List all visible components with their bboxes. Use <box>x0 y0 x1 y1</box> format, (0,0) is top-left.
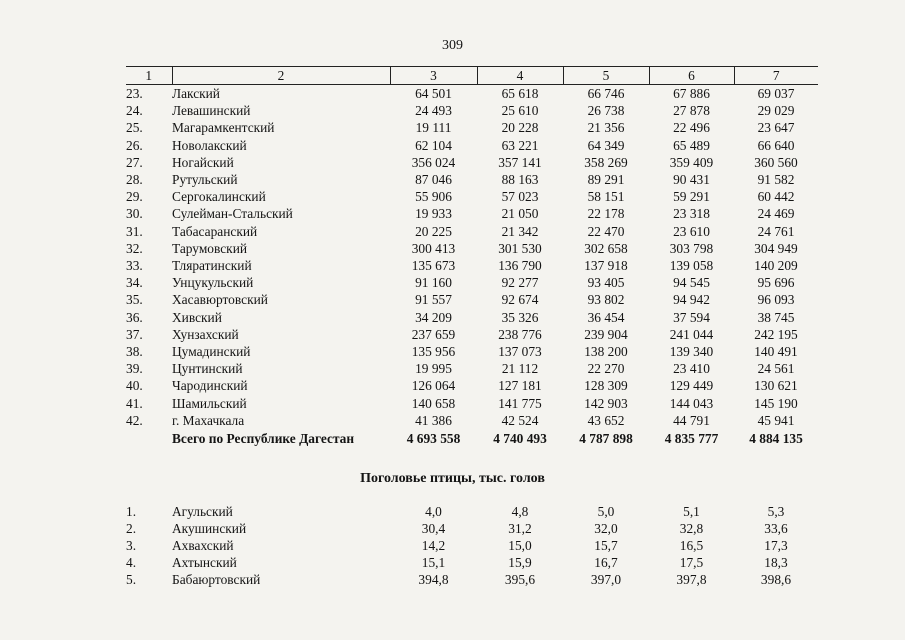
value-cell: 129 449 <box>669 378 714 394</box>
district-name: Ногайский <box>172 154 234 170</box>
value-cell: 59 291 <box>673 189 710 205</box>
table-row <box>126 188 818 205</box>
value-cell: 62 104 <box>415 137 452 153</box>
value-cell: 356 024 <box>411 154 456 170</box>
value-cell: 22 270 <box>587 361 625 377</box>
value-cell: 21 050 <box>501 206 539 222</box>
district-name: Табасаранский <box>172 223 258 239</box>
value-cell: 21 342 <box>501 223 539 239</box>
value-cell: 17,5 <box>679 555 704 570</box>
table-row <box>126 343 818 360</box>
district-name: Хивский <box>172 309 222 325</box>
district-name: Тляратинский <box>172 258 252 274</box>
table-row <box>126 240 818 257</box>
value-cell: 23 318 <box>673 206 710 222</box>
value-cell: 88 163 <box>501 172 539 188</box>
table-row <box>126 309 818 326</box>
value-cell: 130 621 <box>754 378 798 394</box>
table-row <box>126 223 818 240</box>
district-name: Шамильский <box>172 395 247 411</box>
row-number: 31. <box>126 223 143 239</box>
value-cell: 92 277 <box>501 275 539 291</box>
value-cell: 16,7 <box>594 555 618 570</box>
value-cell: 23 647 <box>757 120 795 136</box>
district-name: Всего по Республике Дагестан <box>172 431 355 447</box>
district-name: Новолакский <box>172 137 247 153</box>
value-cell: 18,3 <box>764 555 788 570</box>
row-number: 28. <box>126 172 143 188</box>
row-number: 38. <box>126 344 143 360</box>
district-name: Ахвахский <box>172 538 234 553</box>
table-row <box>126 554 818 571</box>
district-name: г. Махачкала <box>172 412 245 428</box>
value-cell: 15,7 <box>594 538 618 553</box>
value-cell: 35 326 <box>501 309 539 325</box>
district-name: Тарумовский <box>172 240 248 256</box>
value-cell: 135 673 <box>411 258 456 274</box>
value-cell: 24 493 <box>415 103 452 119</box>
value-cell: 58 151 <box>587 189 625 205</box>
value-cell: 140 658 <box>411 395 456 411</box>
row-number: 25. <box>126 120 143 136</box>
value-cell: 20 225 <box>415 223 452 239</box>
value-cell: 357 141 <box>498 154 542 170</box>
value-cell: 360 560 <box>754 154 798 170</box>
table-row <box>126 571 818 588</box>
value-cell: 89 291 <box>587 172 625 188</box>
value-cell: 29 029 <box>757 103 795 119</box>
value-cell: 300 413 <box>411 240 456 256</box>
district-name: Лакский <box>172 86 220 101</box>
table-row <box>126 520 818 537</box>
row-number: 24. <box>126 103 143 119</box>
value-cell: 4 884 135 <box>749 431 803 447</box>
district-name: Хунзахский <box>172 326 239 342</box>
value-cell: 5,3 <box>767 504 785 519</box>
row-number: 34. <box>126 275 143 291</box>
value-cell: 21 112 <box>501 361 539 377</box>
value-cell: 19 111 <box>415 120 452 136</box>
row-number: 23. <box>126 86 143 101</box>
value-cell: 41 386 <box>415 412 452 428</box>
value-cell: 128 309 <box>584 378 628 394</box>
table-row <box>126 377 818 394</box>
district-name: Агульский <box>172 504 233 519</box>
value-cell: 138 200 <box>584 344 628 360</box>
row-number <box>126 429 172 449</box>
value-cell: 144 043 <box>669 395 714 411</box>
row-number: 42. <box>126 412 143 428</box>
value-cell: 137 918 <box>584 258 628 274</box>
table-row <box>126 257 818 274</box>
value-cell: 145 190 <box>754 395 798 411</box>
value-cell: 37 594 <box>673 309 710 325</box>
value-cell: 16,5 <box>679 538 704 553</box>
value-cell: 64 501 <box>415 86 452 101</box>
value-cell: 33,6 <box>764 521 788 536</box>
value-cell: 30,4 <box>421 521 446 536</box>
value-cell: 63 221 <box>501 137 539 153</box>
value-cell: 140 209 <box>754 258 798 274</box>
value-cell: 139 058 <box>669 258 714 274</box>
value-cell: 304 949 <box>754 240 798 256</box>
value-cell: 135 956 <box>411 344 456 360</box>
value-cell: 15,9 <box>508 555 532 570</box>
value-cell: 65 618 <box>501 86 539 101</box>
table-row <box>126 537 818 554</box>
header-col-7: 7 <box>734 67 818 85</box>
value-cell: 397,0 <box>590 572 622 587</box>
value-cell: 22 470 <box>587 223 625 239</box>
row-number: 39. <box>126 361 143 377</box>
poultry-section-title: Поголовье птицы, тыс. голов <box>360 471 545 486</box>
value-cell: 36 454 <box>587 309 625 325</box>
row-number: 3. <box>126 538 137 553</box>
livestock-table <box>126 66 818 449</box>
value-cell: 4 740 493 <box>493 431 547 447</box>
row-number: 37. <box>126 326 143 342</box>
value-cell: 44 791 <box>673 412 710 428</box>
value-cell: 60 442 <box>757 189 795 205</box>
table-row <box>126 503 818 520</box>
row-number: 5. <box>126 572 137 587</box>
table-row <box>126 137 818 154</box>
row-number: 40. <box>126 378 143 394</box>
header-col-4: 4 <box>477 67 563 85</box>
district-name: Цунтинский <box>172 361 243 377</box>
value-cell: 69 037 <box>757 86 795 101</box>
value-cell: 55 906 <box>415 189 452 205</box>
value-cell: 141 775 <box>498 395 542 411</box>
district-name: Цумадинский <box>172 344 251 360</box>
district-name: Хасавюртовский <box>172 292 268 308</box>
value-cell: 5,1 <box>683 504 700 519</box>
value-cell: 15,0 <box>508 538 532 553</box>
value-cell: 19 995 <box>415 361 452 377</box>
table-row <box>126 395 818 412</box>
row-number: 29. <box>126 189 143 205</box>
value-cell: 94 942 <box>673 292 710 308</box>
value-cell: 87 046 <box>415 172 452 188</box>
district-name: Чародинский <box>172 378 248 394</box>
value-cell: 91 160 <box>415 275 452 291</box>
value-cell: 32,0 <box>594 521 618 536</box>
value-cell: 303 798 <box>669 240 714 256</box>
district-name: Магарамкентский <box>172 120 275 136</box>
table-row <box>126 154 818 171</box>
table-row <box>126 171 818 188</box>
value-cell: 241 044 <box>669 326 714 342</box>
value-cell: 45 941 <box>757 412 795 428</box>
value-cell: 14,2 <box>421 538 446 553</box>
header-col-6: 6 <box>649 67 734 85</box>
value-cell: 394,8 <box>418 572 449 587</box>
district-name: Ахтынский <box>172 555 237 570</box>
value-cell: 94 545 <box>673 275 710 291</box>
value-cell: 93 405 <box>587 275 625 291</box>
value-cell: 126 064 <box>411 378 456 394</box>
value-cell: 4,8 <box>511 504 529 519</box>
value-cell: 242 195 <box>754 326 798 342</box>
value-cell: 96 093 <box>757 292 795 308</box>
value-cell: 19 933 <box>415 206 452 222</box>
value-cell: 25 610 <box>501 103 539 119</box>
value-cell: 38 745 <box>757 309 795 325</box>
value-cell: 65 489 <box>673 137 710 153</box>
value-cell: 22 178 <box>587 206 625 222</box>
row-number: 35. <box>126 292 143 308</box>
value-cell: 398,6 <box>760 572 792 587</box>
header-col-5: 5 <box>563 67 649 85</box>
district-name: Сергокалинский <box>172 189 266 205</box>
value-cell: 21 356 <box>587 120 625 136</box>
value-cell: 136 790 <box>498 258 542 274</box>
value-cell: 395,6 <box>504 572 536 587</box>
table-row <box>126 291 818 308</box>
row-number: 30. <box>126 206 143 222</box>
value-cell: 91 557 <box>415 292 452 308</box>
value-cell: 20 228 <box>501 120 539 136</box>
row-number: 33. <box>126 258 143 274</box>
row-number: 26. <box>126 137 143 153</box>
value-cell: 66 746 <box>587 86 625 101</box>
value-cell: 142 903 <box>584 395 628 411</box>
value-cell: 5,0 <box>597 504 615 519</box>
value-cell: 91 582 <box>757 172 795 188</box>
row-number: 32. <box>126 240 143 256</box>
value-cell: 66 640 <box>757 137 795 153</box>
header-col-3: 3 <box>390 67 477 85</box>
table-row <box>126 274 818 291</box>
value-cell: 238 776 <box>498 326 542 342</box>
table-row <box>126 85 818 103</box>
poultry-table <box>126 503 818 588</box>
value-cell: 23 610 <box>673 223 710 239</box>
value-cell: 359 409 <box>669 154 714 170</box>
header-row <box>126 67 818 85</box>
value-cell: 24 469 <box>757 206 795 222</box>
value-cell: 43 652 <box>587 412 625 428</box>
header-col-1: 1 <box>126 67 172 85</box>
value-cell: 90 431 <box>673 172 710 188</box>
value-cell: 301 530 <box>498 240 542 256</box>
row-number: 41. <box>126 395 143 411</box>
value-cell: 15,1 <box>421 555 446 570</box>
value-cell: 26 738 <box>587 103 625 119</box>
value-cell: 34 209 <box>415 309 452 325</box>
row-number: 27. <box>126 154 143 170</box>
table-row <box>126 326 818 343</box>
value-cell: 32,8 <box>679 521 704 536</box>
value-cell: 4,0 <box>425 504 442 519</box>
district-name: Сулейман-Стальский <box>172 206 293 222</box>
table-row <box>126 360 818 377</box>
table-row <box>126 102 818 119</box>
value-cell: 67 886 <box>673 86 710 101</box>
value-cell: 92 674 <box>501 292 539 308</box>
value-cell: 24 561 <box>757 361 795 377</box>
value-cell: 4 835 777 <box>664 431 719 447</box>
value-cell: 127 181 <box>498 378 542 394</box>
value-cell: 239 904 <box>584 326 628 342</box>
value-cell: 31,2 <box>508 521 532 536</box>
value-cell: 237 659 <box>411 326 456 342</box>
value-cell: 23 410 <box>673 361 710 377</box>
value-cell: 140 491 <box>754 344 798 360</box>
page-number: 309 <box>442 38 463 53</box>
value-cell: 95 696 <box>757 275 795 291</box>
value-cell: 64 349 <box>587 137 625 153</box>
header-col-2: 2 <box>172 67 390 85</box>
value-cell: 139 340 <box>669 344 714 360</box>
total-row <box>126 429 818 449</box>
table-row <box>126 119 818 136</box>
value-cell: 27 878 <box>673 103 710 119</box>
value-cell: 358 269 <box>584 154 628 170</box>
value-cell: 22 496 <box>673 120 710 136</box>
value-cell: 4 787 898 <box>579 431 633 447</box>
value-cell: 24 761 <box>757 223 795 239</box>
row-number: 1. <box>126 504 137 519</box>
table-row <box>126 412 818 429</box>
value-cell: 4 693 558 <box>406 431 461 447</box>
row-number: 4. <box>126 555 137 570</box>
district-name: Акушинский <box>172 521 247 536</box>
district-name: Левашинский <box>172 103 251 119</box>
district-name: Рутульский <box>172 172 238 188</box>
value-cell: 302 658 <box>584 240 628 256</box>
table-row <box>126 205 818 222</box>
value-cell: 137 073 <box>498 344 542 360</box>
district-name: Бабаюртовский <box>172 572 261 587</box>
district-name: Унцукульский <box>172 275 254 291</box>
value-cell: 17,3 <box>764 538 788 553</box>
value-cell: 57 023 <box>501 189 539 205</box>
row-number: 2. <box>126 521 137 536</box>
row-number: 36. <box>126 309 143 325</box>
value-cell: 93 802 <box>587 292 625 308</box>
value-cell: 42 524 <box>501 412 539 428</box>
value-cell: 397,8 <box>676 572 707 587</box>
